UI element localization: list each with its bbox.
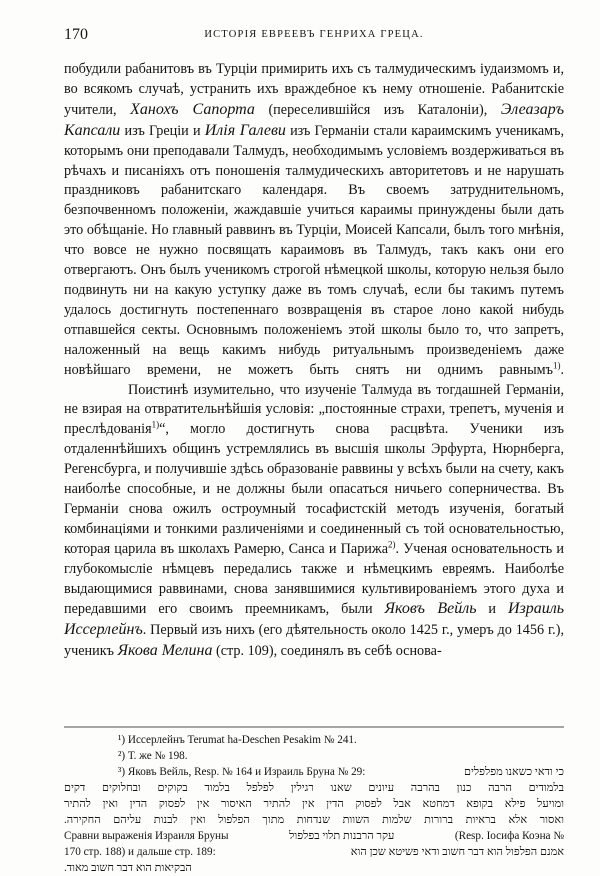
text-run: Рабанитскіе учители,: [64, 80, 564, 118]
text-run: изъ Германіи стали караимскимъ ученикамъ, которымъ они преподавали Талмудъ, необходимымъ условіемъ воздерживаться въ рѣчахъ и писаніяхъ отъ поношенія талмудическихъ авторитетовъ и не нарушать праздниковъ рабанитскаго календаря. Въ своемъ затруднительномъ, безпочвенномъ положеніи, жаждавшіе учиться караимы принуждены были дать это обѣщаніе. Но главный раввинъ въ Турціи, Моисей Капсали, былъ того мнѣнія, что вовсе не нужно посвящать караимовъ въ Талмудъ, такъ какъ они его отвергаютъ. Онъ былъ ученикомъ строгой нѣмецкой школы, которую нельзя было подвинуть ни на какую уступку даже въ томъ случаѣ, если бы такимъ путемъ удалось достигнуть постепеннаго возвращенія въ старое лоно какой нибудь отпавшейся секты. Основнымъ положеніемъ этой школы было то, что запретъ, наложенный на вещь какимъ нибудь ритуальнымъ произведеніемъ даже новѣйшаго времени, не можетъ быть снятъ ни однимъ равнымъ: [64, 122, 565, 378]
text-run: (стр. 109), соединялъ въ себѣ основа-: [216, 643, 442, 660]
person-name: Якова Мелина: [117, 642, 213, 660]
paragraph-2: [64, 381, 564, 663]
footnote-3-text: Сравни выраженія Израиля Бруны: [64, 830, 229, 842]
running-title: ИСТОРІЯ ЕВРЕЕВЪ ГЕНРИХА ГРЕЦА.: [204, 29, 424, 40]
hebrew-quote: בלמודים הרבה כנון בהרבה עיונים שאנו רגילין לפלפל בלמוד בקוקים ובחלוקים דקים: [64, 782, 564, 794]
text-run: . Первый изъ нихъ (его дѣятельность около 1425 г., умеръ до 1456 г.), ученикъ: [64, 622, 564, 660]
footnotes: [64, 732, 564, 876]
hebrew-quote: ואסור אלא בראיות ברורות שלמות השוות שנדחות מתוך הפלפול ואין לבנות עליהם החקירה.: [64, 814, 564, 826]
text-run: “, могло достигнуть снова расцвѣта. Ученики изъ отдаленнѣйшихъ общинъ устремлялись въ высшія школы Эрфурта, Нюрнберга, Регенсбурга, и получившіе здѣсь образованіе раввины у всѣхъ были на счету, какъ наиболѣе способные, и не должны были опасаться ничьего соперничества. Въ Германіи снова ожилъ остроумный тосафистскій методъ изученія, богатый комбинаціями и тонкими различеніями и соединенный съ той основательностью, которая царила въ школахъ Рамерю, Санса и Парижа: [64, 421, 564, 557]
footnote-3-line: [64, 828, 564, 844]
text-run: побудили рабанитовъ въ Турціи примирить ихъ съ талмудическимъ іудаизмомъ и, во всякомъ случаѣ, устранить ихъ враждебное къ нему отношеніе.: [64, 61, 564, 97]
person-name: Ханохъ Сапорта: [130, 100, 255, 118]
text-run: и: [488, 601, 497, 618]
footnote-divider: [64, 726, 564, 728]
hebrew-quote: הבקיאות הוא דבר חשוב מאוד.: [64, 862, 192, 874]
footnote-3-text: (Resp. Іосифа Коэна №: [454, 830, 564, 842]
hebrew-quote: אמנם הפלפול הוא דבר חשוב ודאי פשיטא שכן הוא: [350, 846, 564, 858]
person-name: Яковъ Вейль: [384, 600, 477, 618]
person-name: Элеазаръ Капсали: [64, 100, 565, 139]
page-header: [64, 26, 564, 46]
footnote-reference: 1): [151, 419, 160, 430]
footnote-1: ¹) Иссерлейнъ Terumat ha-Deschen Pesakim № 241.: [118, 734, 357, 746]
footnote-2: ²) Т. же № 198.: [118, 750, 188, 762]
person-name: Илія Галеви: [204, 121, 286, 139]
hebrew-quote: ומויעל פילא בקופא דמחטא אבל לפסוק הדין אין להתיר האיסור אין לפסוק הדין ואין להתיר: [64, 798, 564, 810]
text-run: . Ученая основательность и глубокомысліе нѣмцевъ передались также и нѣмецкимъ евреямъ. Наиболѣе выдающимися раввинами, снова занявшимися культивированіемъ этого духа и передавшими его своимъ преемникамъ, были: [64, 540, 564, 618]
person-name: Израиль Иссерлейнъ: [64, 600, 565, 639]
text-run: изъ Греціи и: [124, 122, 201, 139]
page-number: 170: [64, 26, 88, 43]
hebrew-quote: כי ודאי כשאנו מפלפלים: [463, 766, 564, 778]
body-text: [64, 60, 564, 662]
footnote-3-text: 170 стр. 188) и дальше стр. 189:: [64, 846, 216, 858]
hebrew-quote: עקר הרבנות תלוי בפלפול: [289, 830, 395, 842]
text-run: .: [560, 361, 564, 378]
footnote-3-line: [64, 844, 564, 860]
footnote-reference: 1): [552, 359, 561, 370]
footnote-3: [64, 764, 564, 780]
text-run: (переселившійся изъ Каталоніи),: [268, 101, 488, 118]
footnote-reference: 2): [388, 539, 396, 550]
footnote-3-text: ³) Яковъ Вейль, Resp. № 164 и Израиль Бруна № 29:: [118, 766, 366, 778]
text-run: Поистинѣ изумительно, что изученіе Талмуда въ тогдашней Германіи, не взирая на отвратительнѣйшія условія: „постоянные страхи, трепетъ, мученія и преслѣдованія: [64, 381, 564, 438]
paragraph-1: [64, 60, 564, 381]
